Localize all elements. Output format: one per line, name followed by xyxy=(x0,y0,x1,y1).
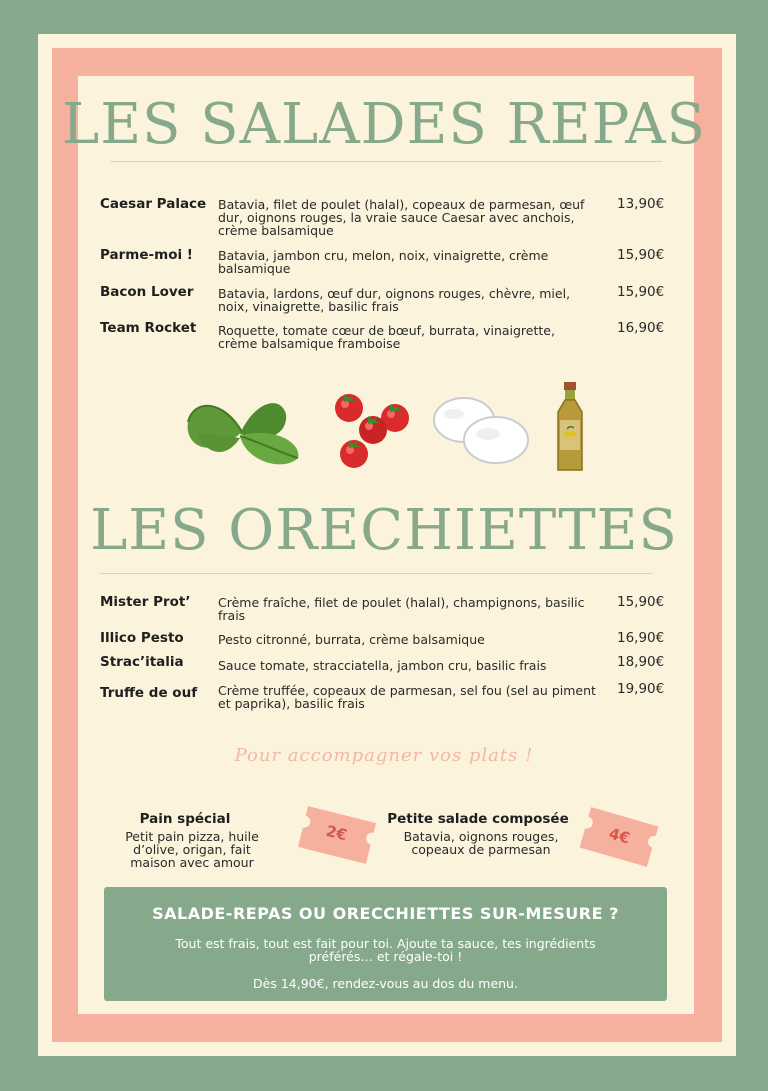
custom-order-note: Dès 14,90€, rendez-vous au dos du menu. xyxy=(253,976,518,991)
item-name: Truffe de ouf xyxy=(100,685,198,701)
sides-heading: Pour accompagner vos plats ! xyxy=(234,745,534,766)
side-description: Batavia, oignons rouges, copeaux de parmesan xyxy=(403,829,559,857)
item-name: Strac’italia xyxy=(100,654,184,670)
item-description: Batavia, lardons, œuf dur, oignons rouges, chèvre, miel, noix, vinaigrette, basilic frais xyxy=(218,286,571,314)
item-description: Crème truffée, copeaux de parmesan, sel fou (sel au piment et paprika), basilic frais xyxy=(218,683,596,711)
item-price: 15,90€ xyxy=(617,247,665,263)
orechiettes-divider xyxy=(100,573,652,574)
item-price: 13,90€ xyxy=(617,196,665,212)
item-description: Batavia, jambon cru, melon, noix, vinaigrette, crème balsamique xyxy=(218,248,549,276)
side-price: 4€ xyxy=(606,824,632,848)
item-name: Caesar Palace xyxy=(100,196,207,212)
salades-divider xyxy=(110,161,662,162)
item-price: 16,90€ xyxy=(617,320,665,336)
side-description: Petit pain pizza, huile d’olive, origan, fait maison avec amour xyxy=(125,829,259,870)
custom-order-text: Tout est frais, tout est fait pour toi. Ajoute ta sauce, tes ingrédients préférés… et régale-toi ! xyxy=(175,936,596,964)
item-name: Parme-moi ! xyxy=(100,247,193,263)
item-name: Illico Pesto xyxy=(100,630,184,646)
custom-order-title: SALADE-REPAS OU ORECCHIETTES SUR-MESURE ? xyxy=(152,904,619,923)
side-name: Petite salade composée xyxy=(387,811,569,827)
orechiettes-title: LES ORECHIETTES xyxy=(90,498,678,563)
salades-title: LES SALADES REPAS xyxy=(62,92,706,157)
item-name: Bacon Lover xyxy=(100,284,194,300)
item-price: 15,90€ xyxy=(617,284,665,300)
cherry-tomatoes-icon xyxy=(330,388,414,470)
item-description: Pesto citronné, burrata, crème balsamique xyxy=(218,632,485,647)
item-price: 15,90€ xyxy=(617,594,665,610)
mozzarella-icon xyxy=(432,396,532,466)
item-description: Sauce tomate, stracciatella, jambon cru, basilic frais xyxy=(218,658,547,673)
item-description: Batavia, filet de poulet (halal), copeaux de parmesan, œuf dur, oignons rouges, la vraie sauce Caesar avec anchois, crème balsamique xyxy=(218,197,585,238)
basil-icon xyxy=(184,392,302,472)
item-description: Crème fraîche, filet de poulet (halal), champignons, basilic frais xyxy=(218,595,585,623)
item-price: 16,90€ xyxy=(617,630,665,646)
item-price: 18,90€ xyxy=(617,654,665,670)
item-name: Mister Prot’ xyxy=(100,594,191,610)
item-price: 19,90€ xyxy=(617,681,665,697)
side-name: Pain spécial xyxy=(139,811,231,827)
olive-oil-bottle-icon xyxy=(552,380,588,472)
item-name: Team Rocket xyxy=(100,320,197,336)
item-description: Roquette, tomate cœur de bœuf, burrata, vinaigrette, crème balsamique framboise xyxy=(218,323,555,351)
side-price: 2€ xyxy=(324,821,349,845)
